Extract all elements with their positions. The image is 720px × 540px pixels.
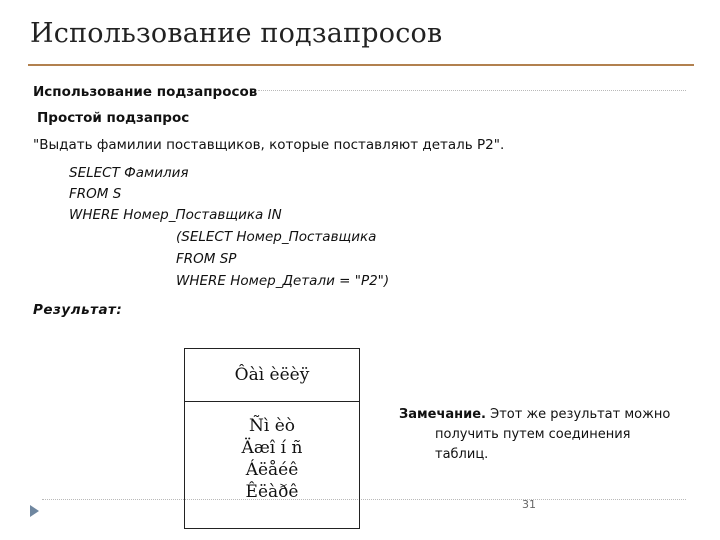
section-heading: Использование подзапросов	[33, 84, 258, 100]
note-line: таблиц.	[435, 447, 489, 462]
subheading: Простой подзапрос	[37, 110, 190, 126]
code-line: WHERE Номер_Детали = "P2")	[176, 273, 390, 289]
dotted-divider-top	[258, 90, 686, 91]
code-line: (SELECT Номер_Поставщика	[176, 229, 377, 245]
result-label: Результат:	[33, 302, 123, 318]
note-text	[399, 405, 670, 465]
note-line: Этот же результат можно	[486, 407, 671, 422]
result-table-header: Ôàì èëèÿ	[185, 349, 359, 402]
note-line: получить путем соединения	[435, 427, 631, 442]
page-number: 31	[522, 498, 536, 511]
result-table-body	[185, 415, 359, 503]
table-row: Ñì èò	[248, 416, 295, 436]
result-table	[184, 348, 360, 529]
table-row: Äæî í ñ	[241, 438, 303, 458]
arrow-right-icon	[30, 505, 39, 517]
note-label: Замечание.	[399, 407, 486, 422]
code-line: FROM S	[69, 186, 122, 202]
dotted-divider-bottom	[42, 499, 686, 500]
task-text: "Выдать фамилии поставщиков, которые поставляют деталь P2".	[33, 137, 505, 153]
code-line: SELECT Фамилия	[69, 165, 189, 181]
table-row: Êëàðê	[245, 482, 299, 502]
code-line: WHERE Номер_Поставщика IN	[69, 207, 282, 223]
code-line: FROM SP	[176, 251, 237, 267]
slide-title: Использование подзапросов	[30, 18, 443, 49]
table-row: Áëåéê	[245, 460, 299, 480]
title-divider	[28, 64, 694, 66]
